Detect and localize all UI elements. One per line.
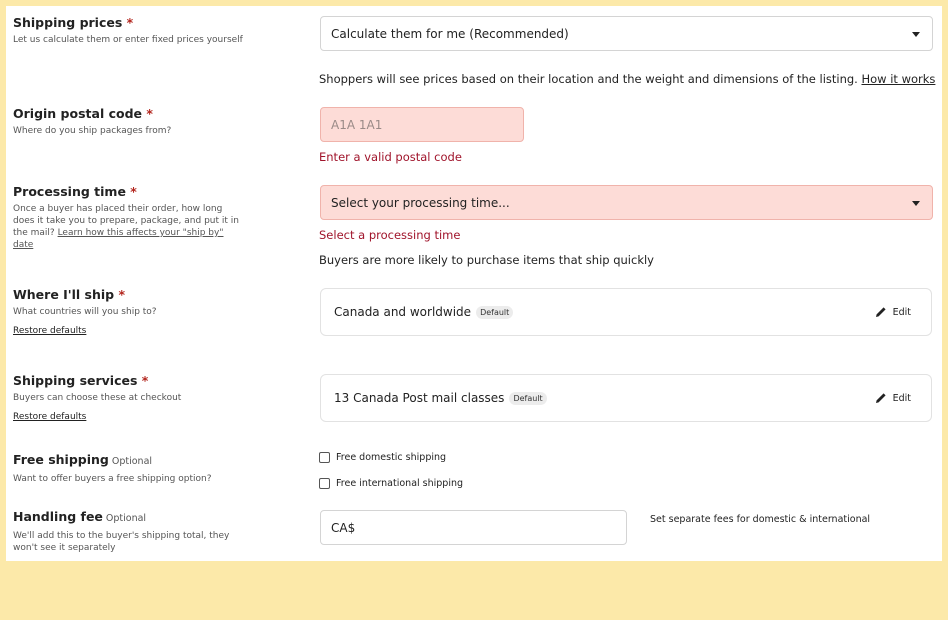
where-ship-label-group	[13, 287, 243, 337]
free-domestic-shipping-label: Free domestic shipping	[336, 452, 447, 463]
pencil-icon	[875, 306, 887, 318]
processing-time-description: Once a buyer has placed their order, how long does it take you to prepare, package, and put it in the mail? Learn how this affects your "ship by" date	[13, 204, 239, 250]
handling-fee-label-group	[13, 509, 243, 554]
shipping-prices-helper: Shoppers will see prices based on their location and the weight and dimensions of the listing. How it works	[319, 72, 936, 86]
required-marker: *	[130, 184, 137, 199]
processing-time-helper: Buyers are more likely to purchase items that ship quickly	[319, 253, 654, 267]
where-ship-title: Where I'll ship *	[13, 287, 126, 302]
pencil-icon	[875, 392, 887, 404]
default-badge: Default	[476, 306, 513, 319]
shipping-prices-label-group	[13, 15, 243, 46]
processing-time-select[interactable]	[320, 185, 933, 220]
origin-postal-input[interactable]	[320, 107, 524, 142]
edit-label: Edit	[892, 306, 911, 318]
shipping-services-label-group	[13, 373, 243, 423]
shipping-prices-selected-value: Calculate them for me (Recommended)	[331, 26, 569, 41]
chevron-down-icon	[912, 201, 920, 206]
free-domestic-shipping-checkbox[interactable]	[319, 452, 330, 463]
handling-fee-input[interactable]	[320, 510, 627, 545]
origin-postal-label-group	[13, 106, 243, 137]
shipping-services-restore-defaults-link[interactable]: Restore defaults	[13, 412, 87, 422]
processing-time-error: Select a processing time	[319, 228, 461, 242]
free-international-shipping-checkbox[interactable]	[319, 478, 330, 489]
handling-fee-description: We'll add this to the buyer's shipping total, they won't see it separately	[13, 531, 230, 553]
ship-by-date-link[interactable]: Learn how this affects your "ship by" date	[13, 228, 224, 250]
optional-tag: Optional	[111, 456, 153, 467]
shipping-prices-title: Shipping prices *	[13, 15, 134, 30]
edit-label: Edit	[892, 392, 911, 404]
processing-time-label-group	[13, 184, 243, 251]
required-marker: *	[118, 287, 126, 302]
shipping-prices-select[interactable]	[320, 16, 933, 51]
origin-postal-error: Enter a valid postal code	[319, 150, 462, 164]
shipping-prices-description: Let us calculate them or enter fixed prices yourself	[13, 35, 243, 45]
required-marker: *	[126, 15, 134, 30]
shipping-settings-panel	[6, 6, 942, 561]
shipping-services-description: Buyers can choose these at checkout	[13, 393, 182, 403]
where-ship-value: Canada and worldwide	[334, 305, 472, 319]
free-international-shipping-option[interactable]	[319, 478, 463, 489]
origin-postal-placeholder: A1A 1A1	[331, 117, 383, 132]
free-shipping-label-group	[13, 452, 243, 485]
origin-postal-description: Where do you ship packages from?	[13, 126, 172, 136]
shipping-services-value: 13 Canada Post mail classes	[334, 391, 505, 405]
origin-postal-title: Origin postal code *	[13, 106, 153, 121]
required-marker: *	[141, 373, 149, 388]
optional-tag: Optional	[105, 513, 147, 524]
shipping-services-card	[320, 374, 932, 422]
handling-fee-currency: CA$	[331, 520, 356, 535]
where-ship-card	[320, 288, 932, 336]
where-ship-edit-button[interactable]	[875, 306, 911, 318]
free-shipping-title: Free shipping Optional	[13, 452, 153, 467]
how-it-works-link[interactable]: How it works	[861, 72, 936, 86]
default-badge: Default	[509, 392, 546, 405]
chevron-down-icon	[912, 32, 920, 37]
separate-fees-note: Set separate fees for domestic & international	[650, 514, 871, 525]
free-shipping-description: Want to offer buyers a free shipping option?	[13, 474, 212, 484]
free-domestic-shipping-option[interactable]	[319, 452, 446, 463]
handling-fee-title: Handling fee Optional	[13, 509, 147, 524]
free-international-shipping-label: Free international shipping	[336, 478, 464, 489]
shipping-services-title: Shipping services *	[13, 373, 149, 388]
where-ship-description: What countries will you ship to?	[13, 307, 157, 317]
processing-time-selected-value: Select your processing time...	[331, 195, 510, 210]
processing-time-title: Processing time *	[13, 184, 137, 199]
required-marker: *	[146, 106, 153, 121]
where-ship-restore-defaults-link[interactable]: Restore defaults	[13, 326, 87, 336]
shipping-services-edit-button[interactable]	[875, 392, 911, 404]
